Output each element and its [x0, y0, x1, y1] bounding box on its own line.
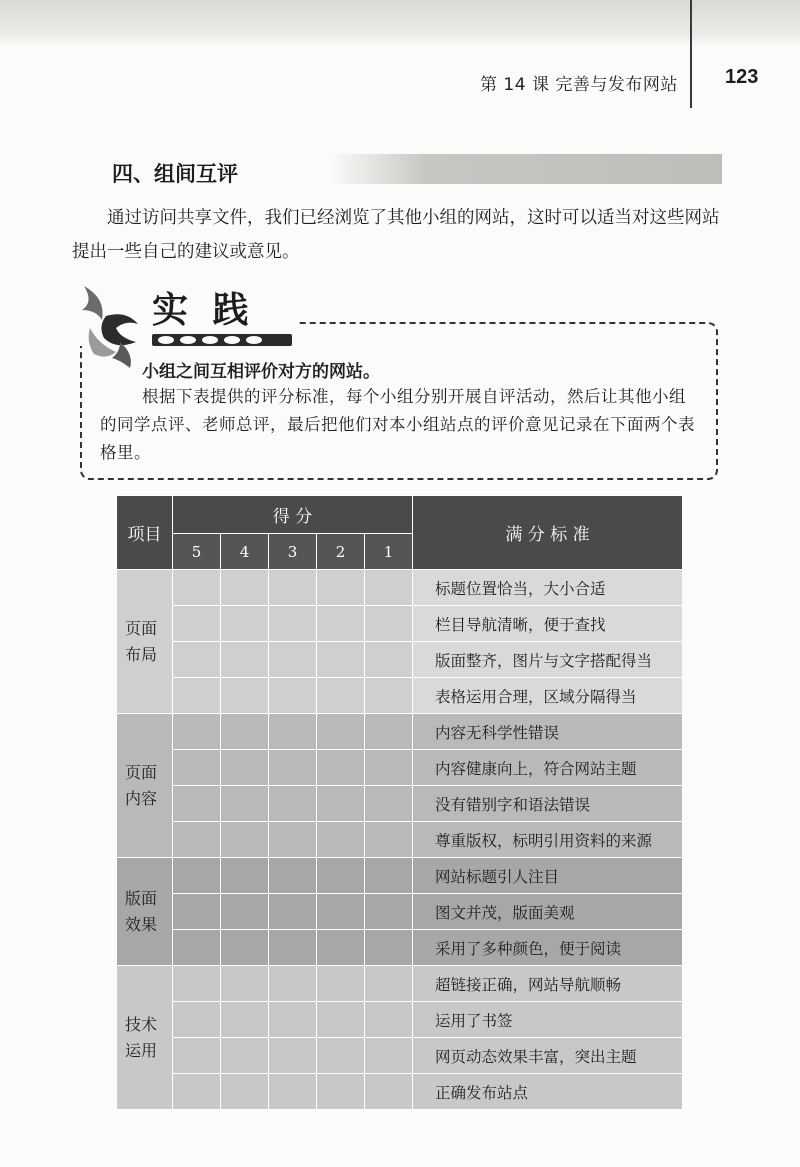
score-cell[interactable]: [173, 714, 221, 750]
score-cell[interactable]: [269, 822, 317, 858]
score-cell[interactable]: [365, 822, 413, 858]
score-cell[interactable]: [317, 714, 365, 750]
score-cell[interactable]: [317, 1074, 365, 1110]
table-row: [117, 570, 683, 606]
score-cell[interactable]: [221, 750, 269, 786]
table-row: [117, 786, 683, 822]
score-cell[interactable]: [269, 570, 317, 606]
header-band: [0, 0, 800, 48]
table-row: [117, 1074, 683, 1110]
score-cell[interactable]: [221, 1002, 269, 1038]
score-cell[interactable]: [317, 750, 365, 786]
score-cell[interactable]: [269, 714, 317, 750]
practice-title: 实 践: [152, 289, 255, 331]
score-cell[interactable]: [269, 750, 317, 786]
score-cell[interactable]: [173, 678, 221, 714]
criterion: 表格运用合理，区域分隔得当: [413, 678, 683, 714]
score-cell[interactable]: [317, 966, 365, 1002]
score-cell[interactable]: [365, 678, 413, 714]
evaluation-table: [116, 495, 683, 1110]
score-cell[interactable]: [365, 1038, 413, 1074]
score-cell[interactable]: [317, 894, 365, 930]
score-cell[interactable]: [173, 1002, 221, 1038]
table-row: [117, 714, 683, 750]
criterion: 运用了书签: [413, 1002, 683, 1038]
score-cell[interactable]: [365, 930, 413, 966]
header-item: 项目: [117, 496, 173, 570]
criterion: 栏目导航清晰，便于查找: [413, 606, 683, 642]
score-cell[interactable]: [269, 894, 317, 930]
score-cell[interactable]: [365, 606, 413, 642]
score-cell[interactable]: [269, 1074, 317, 1110]
criterion: 采用了多种颜色，便于阅读: [413, 930, 683, 966]
score-cell[interactable]: [269, 966, 317, 1002]
score-cell[interactable]: [317, 822, 365, 858]
score-cell[interactable]: [173, 930, 221, 966]
score-cell[interactable]: [221, 894, 269, 930]
score-column-5: 5: [173, 534, 221, 570]
table-row: [117, 750, 683, 786]
score-cell[interactable]: [365, 1074, 413, 1110]
table-row: [117, 606, 683, 642]
score-cell[interactable]: [173, 822, 221, 858]
score-cell[interactable]: [365, 570, 413, 606]
score-cell[interactable]: [365, 642, 413, 678]
table-row: [117, 930, 683, 966]
criterion: 网站标题引人注目: [413, 858, 683, 894]
score-cell[interactable]: [173, 570, 221, 606]
score-cell[interactable]: [269, 606, 317, 642]
score-column-2: 2: [317, 534, 365, 570]
score-cell[interactable]: [173, 642, 221, 678]
score-cell[interactable]: [221, 678, 269, 714]
score-cell[interactable]: [269, 642, 317, 678]
score-cell[interactable]: [221, 1038, 269, 1074]
chapter-title: 第 14 课 完善与发布网站: [480, 75, 678, 95]
header-score: 得 分: [173, 496, 413, 534]
score-cell[interactable]: [173, 750, 221, 786]
practice-decoration: [152, 334, 292, 346]
criterion: 网页动态效果丰富，突出主题: [413, 1038, 683, 1074]
score-cell[interactable]: [317, 1038, 365, 1074]
score-cell[interactable]: [173, 1074, 221, 1110]
criterion: 正确发布站点: [413, 1074, 683, 1110]
table-row: [117, 642, 683, 678]
criterion: 版面整齐，图片与文字搭配得当: [413, 642, 683, 678]
score-cell[interactable]: [365, 750, 413, 786]
table-row: [117, 1002, 683, 1038]
score-cell[interactable]: [317, 930, 365, 966]
score-cell[interactable]: [221, 858, 269, 894]
score-cell[interactable]: [221, 930, 269, 966]
score-cell[interactable]: [173, 858, 221, 894]
score-cell[interactable]: [365, 894, 413, 930]
score-cell[interactable]: [317, 858, 365, 894]
criterion: 尊重版权，标明引用资料的来源: [413, 822, 683, 858]
table-row: [117, 678, 683, 714]
score-cell[interactable]: [317, 642, 365, 678]
table-row: [117, 1038, 683, 1074]
score-cell[interactable]: [365, 714, 413, 750]
category-page-content: 页面 内容: [117, 714, 173, 858]
header-criteria: 满 分 标 准: [413, 496, 683, 570]
score-column-3: 3: [269, 534, 317, 570]
page-number: 123: [725, 66, 759, 88]
score-cell[interactable]: [173, 1038, 221, 1074]
score-cell[interactable]: [221, 1074, 269, 1110]
score-column-4: 4: [221, 534, 269, 570]
table-row: [117, 894, 683, 930]
score-cell[interactable]: [269, 1038, 317, 1074]
score-column-1: 1: [365, 534, 413, 570]
criterion: 标题位置恰当，大小合适: [413, 570, 683, 606]
intro-paragraph: 通过访问共享文件，我们已经浏览了其他小组的网站，这时可以适当对这些网站提出一些自己的建议或意见。: [72, 208, 720, 262]
score-cell[interactable]: [221, 642, 269, 678]
criterion: 图文并茂，版面美观: [413, 894, 683, 930]
score-cell[interactable]: [173, 894, 221, 930]
score-cell[interactable]: [365, 786, 413, 822]
criterion: 内容健康向上，符合网站主题: [413, 750, 683, 786]
category-technology: 技术 运用: [117, 966, 173, 1110]
score-cell[interactable]: [221, 606, 269, 642]
header-divider: [690, 0, 692, 108]
score-cell[interactable]: [221, 570, 269, 606]
score-cell[interactable]: [269, 678, 317, 714]
table-row: [117, 858, 683, 894]
criterion: 内容无科学性错误: [413, 714, 683, 750]
score-cell[interactable]: [269, 858, 317, 894]
score-cell[interactable]: [221, 714, 269, 750]
score-cell[interactable]: [173, 966, 221, 1002]
score-cell[interactable]: [365, 966, 413, 1002]
score-cell[interactable]: [221, 822, 269, 858]
score-cell[interactable]: [221, 966, 269, 1002]
table-row: [117, 822, 683, 858]
section-heading-band: [330, 154, 722, 184]
score-cell[interactable]: [269, 930, 317, 966]
task-description: 根据下表提供的评分标准，每个小组分别开展自评活动，然后让其他小组的同学点评、老师总评，最后把他们对本小组站点的评价意见记录在下面两个表格里。: [100, 387, 695, 462]
section-heading: 四、组间互评: [112, 162, 238, 186]
score-cell[interactable]: [317, 678, 365, 714]
category-layout-effect: 版面 效果: [117, 858, 173, 966]
score-cell[interactable]: [317, 606, 365, 642]
score-cell[interactable]: [269, 786, 317, 822]
score-cell[interactable]: [173, 786, 221, 822]
task-title: 小组之间互相评价对方的网站。: [142, 362, 380, 382]
score-cell[interactable]: [269, 1002, 317, 1038]
table-row: [117, 966, 683, 1002]
criterion: 超链接正确，网站导航顺畅: [413, 966, 683, 1002]
score-cell[interactable]: [365, 1002, 413, 1038]
score-cell[interactable]: [221, 786, 269, 822]
score-cell[interactable]: [317, 786, 365, 822]
criterion: 没有错别字和语法错误: [413, 786, 683, 822]
category-page-layout: 页面 布局: [117, 570, 173, 714]
score-cell[interactable]: [317, 1002, 365, 1038]
score-cell[interactable]: [173, 606, 221, 642]
score-cell[interactable]: [317, 570, 365, 606]
score-cell[interactable]: [365, 858, 413, 894]
